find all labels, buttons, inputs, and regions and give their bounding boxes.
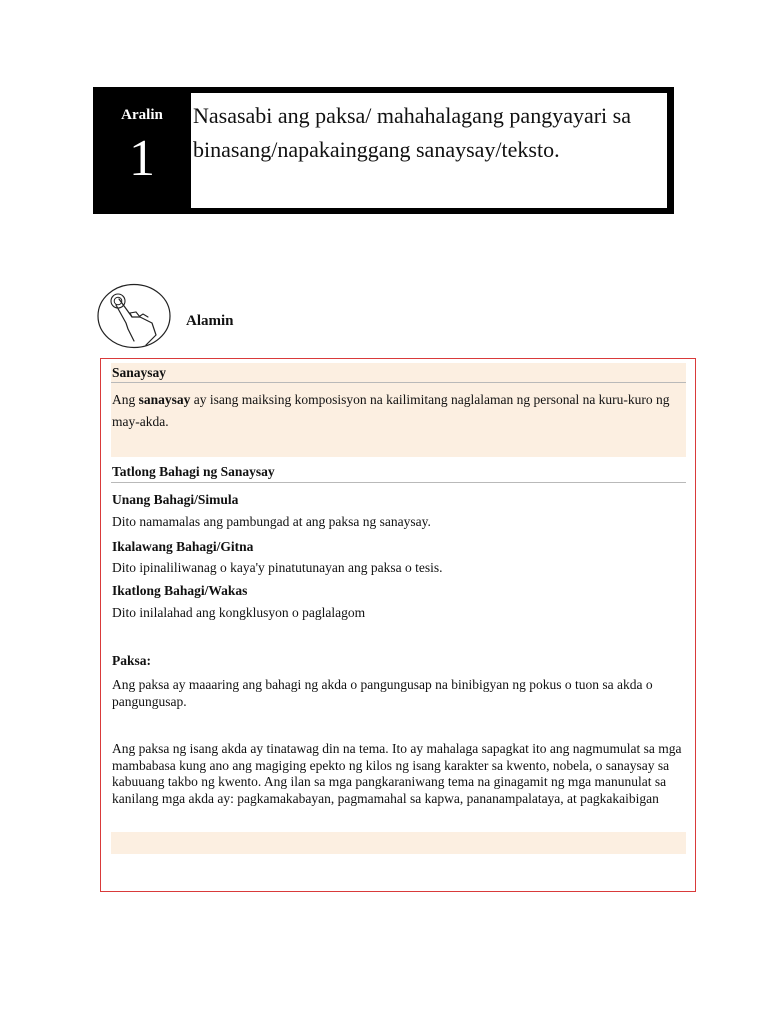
divider — [111, 382, 686, 383]
lesson-label: Aralin — [121, 107, 163, 123]
lesson-header — [93, 87, 674, 214]
lesson-number: 1 — [129, 130, 155, 187]
part-title: Unang Bahagi/Simula — [112, 492, 239, 507]
lesson-number-block — [93, 87, 191, 214]
hand-pointer-icon — [96, 283, 172, 349]
parts-heading: Tatlong Bahagi ng Sanaysay — [112, 464, 275, 479]
divider — [111, 482, 686, 483]
part-description: Dito ipinaliliwanag o kaya'y pinatutunayan ang paksa o tesis. — [112, 560, 443, 575]
lesson-title: Nasasabi ang paksa/ mahahalagang pangyayari sa binasang/napakainggang sanaysay/teksto. — [191, 93, 667, 208]
part-description: Dito inilalahad ang kongklusyon o paglalagom — [112, 605, 366, 620]
paksa-paragraph: Ang paksa ng isang akda ay tinatawag din na tema. Ito ay mahalaga sapagkat ito ang nagmumulat sa mga mambabasa kung ano ang magiging epekto ng kilos ng isang karakter sa kwento, nobela, o sanaysay sa kabuuang takbo ng kwento. Ang ilan sa mga pangkaraniwang tema na ginagamit ng mga manunulat sa kanilang mga akda ay: pagkamakabayan, pagmamahal sa kapwa, pananampalataya, at pagkakaibigan — [112, 741, 682, 806]
part-title: Ikalawang Bahagi/Gitna — [112, 539, 254, 554]
sanaysay-heading: Sanaysay — [112, 365, 167, 380]
paksa-paragraph: Ang paksa ay maaaring ang bahagi ng akda o pangungusap na binibigyan ng pokus o tuon sa akda o pangungusap. — [112, 677, 653, 709]
content-box — [100, 358, 696, 892]
bottom-shade — [111, 832, 686, 854]
part-title: Ikatlong Bahagi/Wakas — [112, 583, 248, 598]
sanaysay-definition: Ang sanaysay ay isang maiksing komposisyon na kailimitang naglalaman ng personal na kuru-kuro ng may-akda. — [112, 392, 670, 429]
alamin-heading: Alamin — [186, 313, 234, 329]
paksa-heading: Paksa: — [112, 653, 152, 668]
part-description: Dito namamalas ang pambungad at ang paksa ng sanaysay. — [112, 514, 431, 529]
